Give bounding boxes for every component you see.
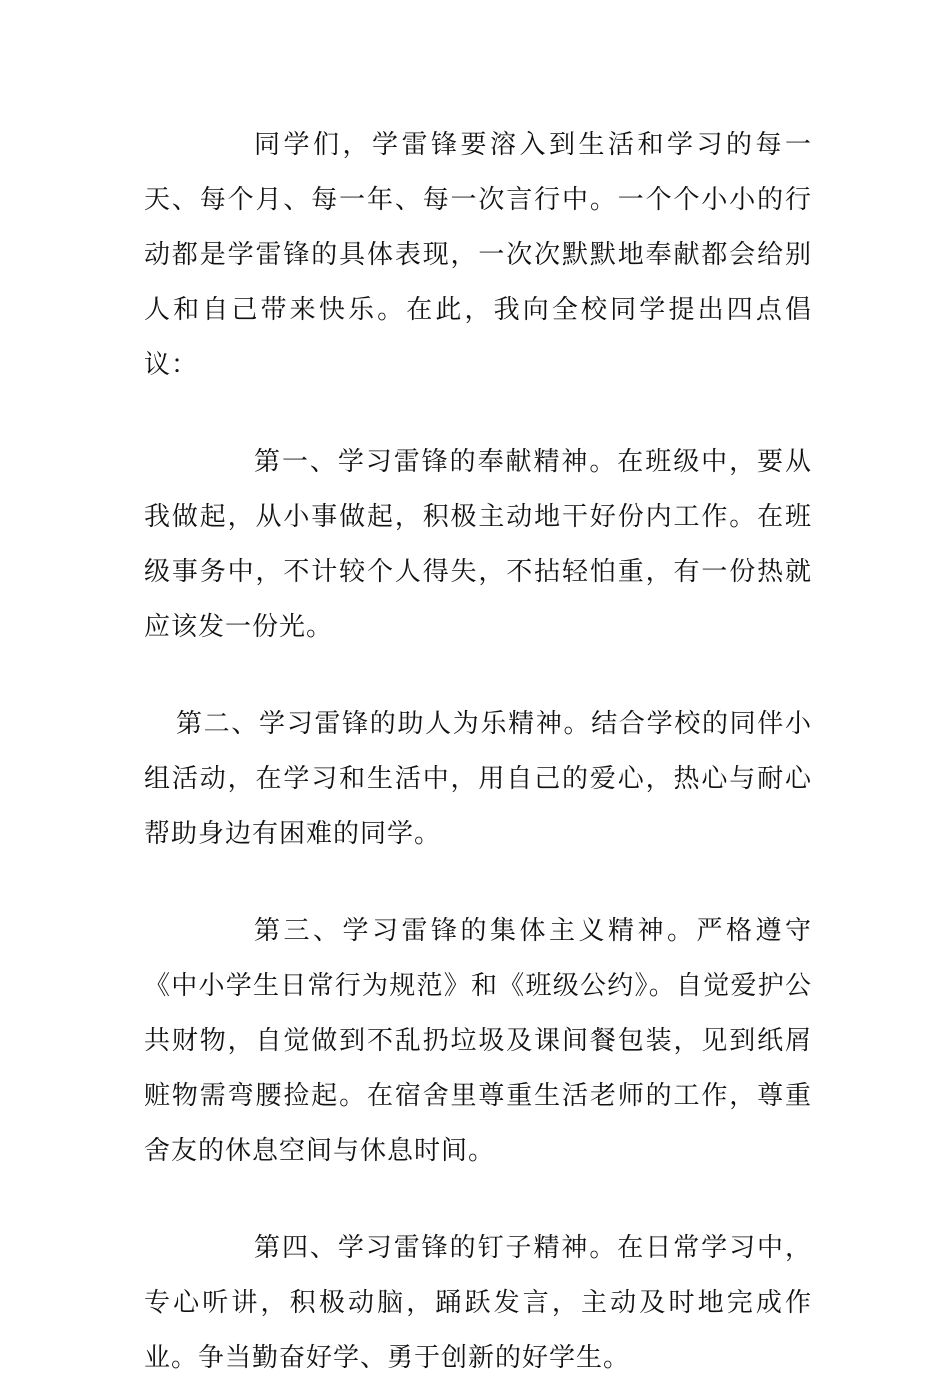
paragraph-proposal-4: 第四、学习雷锋的钉子精神。在日常学习中，专心听讲，积极动脑，踊跃发言，主动及时地完成作业。争当勤奋好学、勇于创新的好学生。 <box>144 1233 812 1373</box>
paragraph-proposal-3: 第三、学习雷锋的集体主义精神。严格遵守《中小学生日常行为规范》和《班级公约》。自觉爱护公共财物，自觉做到不乱扔垃圾及课间餐包装，见到纸屑赃物需弯腰捡起。在宿舍里尊重生活老师的工作，尊重舍友的休息空间与休息时间。 <box>144 916 812 1166</box>
document-body <box>144 118 812 1386</box>
paragraph-intro: 同学们，学雷锋要溶入到生活和学习的每一天、每个月、每一年、每一次言行中。一个个小小的行动都是学雷锋的具体表现，一次次默默地奉献都会给别人和自己带来快乐。在此，我向全校同学提出四点倡议： <box>144 130 812 380</box>
paragraph-proposal-2: 第二、学习雷锋的助人为乐精神。结合学校的同伴小组活动，在学习和生活中，用自己的爱心，热心与耐心帮助身边有困难的同学。 <box>144 709 812 849</box>
paragraph-proposal-1: 第一、学习雷锋的奉献精神。在班级中，要从我做起，从小事做起，积极主动地干好份内工作。在班级事务中，不计较个人得失，不拈轻怕重，有一份热就应该发一份光。 <box>144 447 812 642</box>
